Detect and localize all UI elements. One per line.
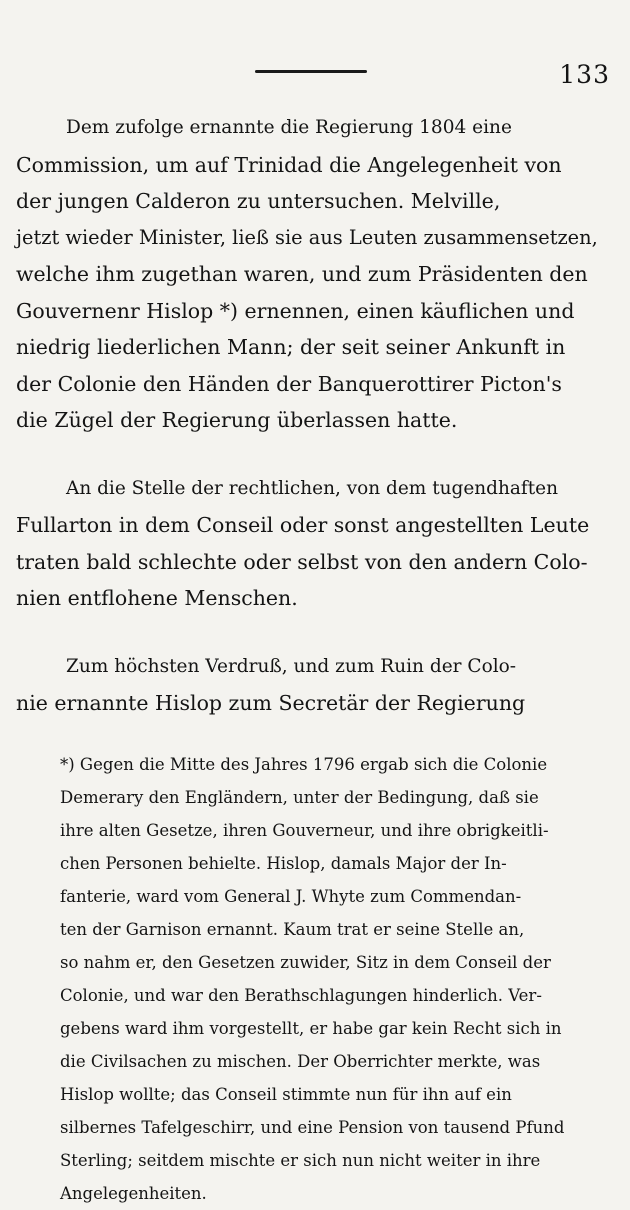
footnote-line: ten der Garnison ernannt. Kaum trat er seine Stelle an, <box>60 920 525 939</box>
footnote-line: die Civilsachen zu mischen. Der Oberrichter merkte, was <box>60 1052 541 1071</box>
text-line: der jungen Calderon zu untersuchen. Melville, <box>16 189 501 213</box>
paragraph-3 <box>16 649 610 722</box>
footnote-line: gebens ward ihm vorgestellt, er habe gar kein Recht sich in <box>60 1019 562 1038</box>
text-line: Gouvernenr Hislop *) ernennen, einen käuflichen und <box>16 298 575 323</box>
text-line: nie ernannte Hislop zum Secretär der Regierung <box>16 691 526 715</box>
main-text <box>16 110 610 722</box>
text-line: traten bald schlechte oder selbst von den andern Colo- <box>16 549 588 574</box>
footnote-line: chen Personen behielte. Hislop, damals Major der In- <box>60 854 507 873</box>
text-line: Commission, um auf Trinidad die Angelegenheit von <box>16 152 562 177</box>
footnote-line: Angelegenheiten. <box>60 1184 207 1203</box>
page-number: 133 <box>559 60 610 89</box>
footnote-line: Sterling; seitdem mischte er sich nun nicht weiter in ihre <box>60 1151 541 1170</box>
footnote-line: Colonie, und war den Berathschlagungen hinderlich. Ver- <box>60 986 542 1005</box>
text-line: nien entflohene Menschen. <box>16 586 298 610</box>
text-line: Zum höchsten Verdruß, und zum Ruin der Colo- <box>66 655 517 677</box>
paragraph-2 <box>16 471 610 617</box>
footnote-line: *) Gegen die Mitte des Jahres 1796 ergab sich die Colonie <box>60 755 548 774</box>
footnote-line: silbernes Tafelgeschirr, und eine Pension von tausend Pfund <box>60 1118 565 1137</box>
text-line: Dem zufolge ernannte die Regierung 1804 eine <box>66 117 512 138</box>
header-rule <box>255 70 367 73</box>
footnote-line: Hislop wollte; das Conseil stimmte nun für ihn auf ein <box>60 1085 512 1104</box>
text-line: An die Stelle der rechtlichen, von dem tugendhaften <box>66 477 558 499</box>
footnote-line: Demerary den Engländern, unter der Bedingung, daß sie <box>60 788 539 807</box>
text-line: welche ihm zugethan waren, und zum Präsidenten den <box>16 262 588 286</box>
text-line: die Zügel der Regierung überlassen hatte. <box>16 408 458 432</box>
footnote-line: fanterie, ward vom General J. Whyte zum Commendan- <box>60 887 522 906</box>
paragraph-1 <box>16 110 610 439</box>
text-line: niedrig liederlichen Mann; der seit seiner Ankunft in <box>16 335 566 359</box>
footnote-line: ihre alten Gesetze, ihren Gouverneur, und ihre obrigkeitli- <box>60 821 549 840</box>
footnote-line: so nahm er, den Gesetzen zuwider, Sitz in dem Conseil der <box>60 953 551 972</box>
footnote <box>60 748 610 1210</box>
text-line: Fullarton in dem Conseil oder sonst angestellten Leute <box>16 513 590 537</box>
text-line: jetzt wieder Minister, ließ sie aus Leuten zusammensetzen, <box>16 225 598 249</box>
text-line: der Colonie den Händen der Banquerottirer Picton's <box>16 371 562 396</box>
